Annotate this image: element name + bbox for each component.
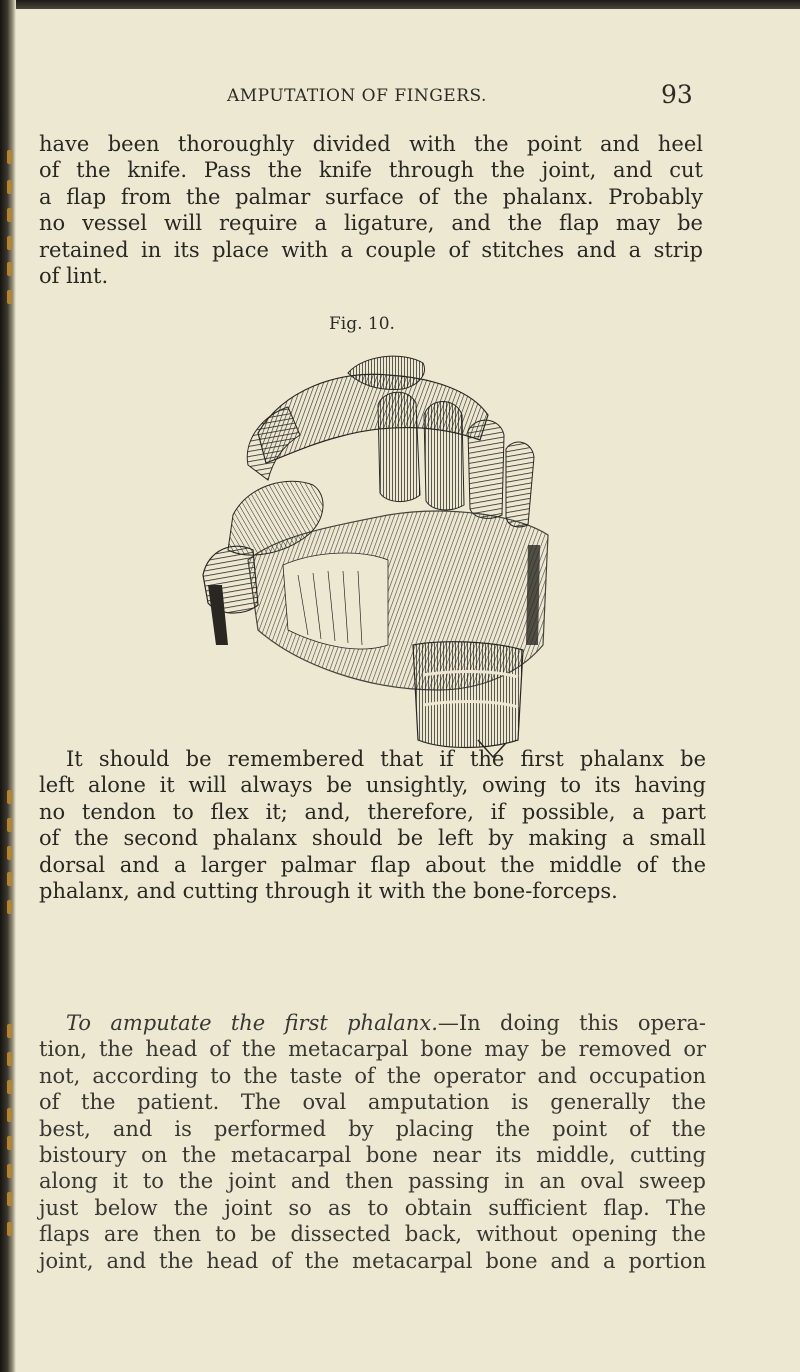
running-title: AMPUTATION OF FINGERS. [227, 86, 487, 106]
text-line: flaps are then to be dissected back, without opening the [39, 1222, 706, 1247]
text-line: just below the joint so as to obtain sufficient flap. The [39, 1195, 706, 1220]
text-line: retained in its place with a couple of stitches and a strip [39, 237, 703, 262]
text-line: a flap from the palmar surface of the phalanx. Probably [39, 184, 703, 209]
text-line: of the knife. Pass the knife through the joint, and cut [39, 158, 703, 183]
text-line: tion, the head of the metacarpal bone may be removed or [39, 1037, 706, 1062]
page-number: 93 [661, 80, 693, 109]
text-line: It should be remembered that if the first phalanx be [66, 747, 706, 771]
text-line: no vessel will require a ligature, and the flap may be [39, 211, 703, 236]
paragraph-2 [39, 746, 706, 904]
text-line: joint, and the head of the metacarpal bone and a portion [39, 1248, 706, 1273]
text-line: bistoury on the metacarpal bone near its middle, cutting [39, 1143, 706, 1168]
text-line: not, according to the taste of the operator and occupation [39, 1063, 706, 1088]
text-line: left alone it will always be unsightly, owing to its having [39, 773, 706, 798]
text-line: no tendon to flex it; and, therefore, if possible, a part [39, 799, 706, 824]
paragraph-3 [39, 1010, 706, 1274]
figure-caption: Fig. 10. [329, 314, 395, 334]
text-line: phalanx, and cutting through it with the bone-forceps. [39, 879, 618, 904]
text-line [39, 1010, 706, 1036]
hand-holding-finger-icon [188, 345, 608, 760]
text-fragment: —In doing this opera- [437, 1011, 706, 1035]
text-line: of the second phalanx should be left by making a small [39, 826, 706, 851]
text-line: dorsal and a larger palmar flap about the middle of the [39, 852, 706, 877]
text-line: best, and is performed by placing the point of the [39, 1116, 706, 1141]
paragraph-1 [39, 131, 703, 289]
text-line: of lint. [39, 264, 109, 289]
section-heading: To amputate the first phalanx. [66, 1011, 438, 1035]
text-line: along it to the joint and then passing in an oval sweep [39, 1169, 706, 1194]
text-line: of the patient. The oval amputation is generally the [39, 1090, 706, 1115]
text-line: have been thoroughly divided with the point and heel [39, 132, 703, 156]
